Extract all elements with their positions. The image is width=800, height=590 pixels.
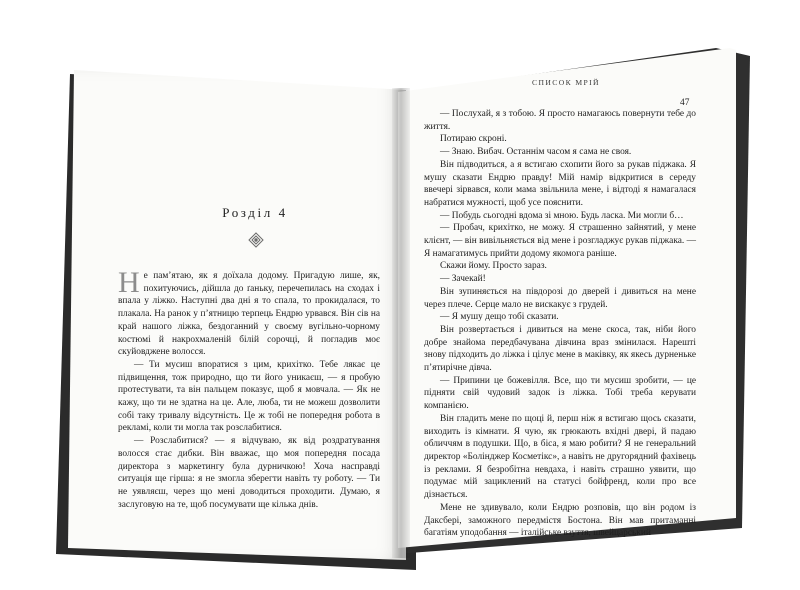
paragraph: Мене не здивувало, коли Ендрю розповів, що він родом із Даксбері, заможного передмістя Бостона. Він мав притаманні багатіям уподобання — італійське взуття, швейцарський <box>424 502 696 539</box>
paragraph: — Пробач, крихітко, не можу. Я страшенно зайнятий, у мене клієнт, — він вивільняється від мене і розгладжує рукав піджака. — Я намагатимусь прийти додому якомога раніше. <box>424 223 696 259</box>
page-number: 47 <box>680 98 690 108</box>
paragraph: — Побудь сьогодні вдома зі мною. Будь ласка. Ми могли б… <box>440 210 684 221</box>
paragraph: Він розвертається і дивиться на мене скоса, так, ніби його добре знайома передбачувана дівчина враз змінилася. Нарешті знову підходить до ліжка і цілує мене в маківку, як якесь дурненьке п’ятирічне дівча. <box>424 324 696 374</box>
paragraph: — Розслабитися? — я відчуваю, як від роздратування волосся стає дибки. Він вважає, що моя попередня посада директора з маркетингу була дурничкою! Хоча насправді ситуація ще гірша: я не змогла зберегти навіть ту роботу. — Ти не уявляєш, через що мені доводиться проходити. Думаю, я заслуговую на те, щоб посумувати ще кілька днів. <box>118 436 380 510</box>
paragraph: Він підводиться, а я встигаю схопити його за рукав піджака. Я мушу сказати Ендрю правду! Мій намір відкритися в середу ввечері зірвався, коли мама звільнила мене, і відтоді я намагалася набратися мужності, щоб усе пояснити. <box>424 159 696 208</box>
paragraph: Потираю скроні. <box>440 134 507 145</box>
paragraph: Не пам’ятаю, як я доїхала додому. Пригадую лише, як, похитуючись, дійшла до ґаньку, перечепилась на сходах і впала у ліжко. Наступні два дні я то спала, то прокидалася, то плакала. На ранок у п’ятницю терпець Ендрю урвався. Він сів на край нашого ліжка, бездоганний у своєму вугільно-чорному костюмі й накрохмаленій білій сорочці, й погладив моє скуйовджене волосся. <box>118 266 380 358</box>
paragraph: Скажи йому. Просто зараз. <box>440 261 547 272</box>
chapter-title: Розділ 4 <box>222 205 288 220</box>
paragraph: — Припини це божевілля. Все, що ти мусиш зробити, — це підняти свій чудовий задок із ліжка. Тобі треба керувати компанією. <box>424 375 696 412</box>
paragraph: — Я мушу дещо тобі сказати. <box>440 312 559 323</box>
paragraph: — Ти мусиш впоратися з цим, крихітко. Тебе лякає це підвищення, тож природно, що ти його уникаєш, — я пробую протестувати, та він пальцем показує, щоб я мовчала. — Як не кажу, що ти не здатна на це. Але, люба, ти не можеш дозволити собі таку тривалу відсутність. Це ж тобі не попередня робота в рекламі, коли ти могла так розслабитися. <box>118 359 380 434</box>
drop-cap: Н <box>118 266 140 299</box>
left-page-body <box>118 266 380 511</box>
paragraph: — Послухай, я з тобою. Я просто намагаюсь повернути тебе до життя. <box>424 109 696 132</box>
paragraph: — Зачекай! <box>440 274 486 285</box>
paragraph: Він гладить мене по щоці й, перш ніж я встигаю щось сказати, виходить із кімнати. Я чую, як грюкають вхідні двері, й падаю обличчям в подушки. Що, в біса, я маю робити? Я не генеральний директор «Болінджер Косметікс», а навіть не другорядний фахівець із реклами. Я безробітна невдаха, і навіть страшно уявити, що подумає мій зациклений на статусі бойфренд, коли про все дізнається. <box>424 413 696 501</box>
book-gutter <box>392 88 410 558</box>
running-header: СПИСОК МРІЙ <box>532 78 600 87</box>
right-page-body <box>424 108 696 540</box>
paragraph: — Знаю. Вибач. Останнім часом я сама не своя. <box>440 147 632 158</box>
ornament-icon <box>248 232 264 248</box>
paragraph: Він зупиняється на півдорозі до дверей і дивиться на мене через плече. Серце мало не вискакує з грудей. <box>424 286 696 310</box>
